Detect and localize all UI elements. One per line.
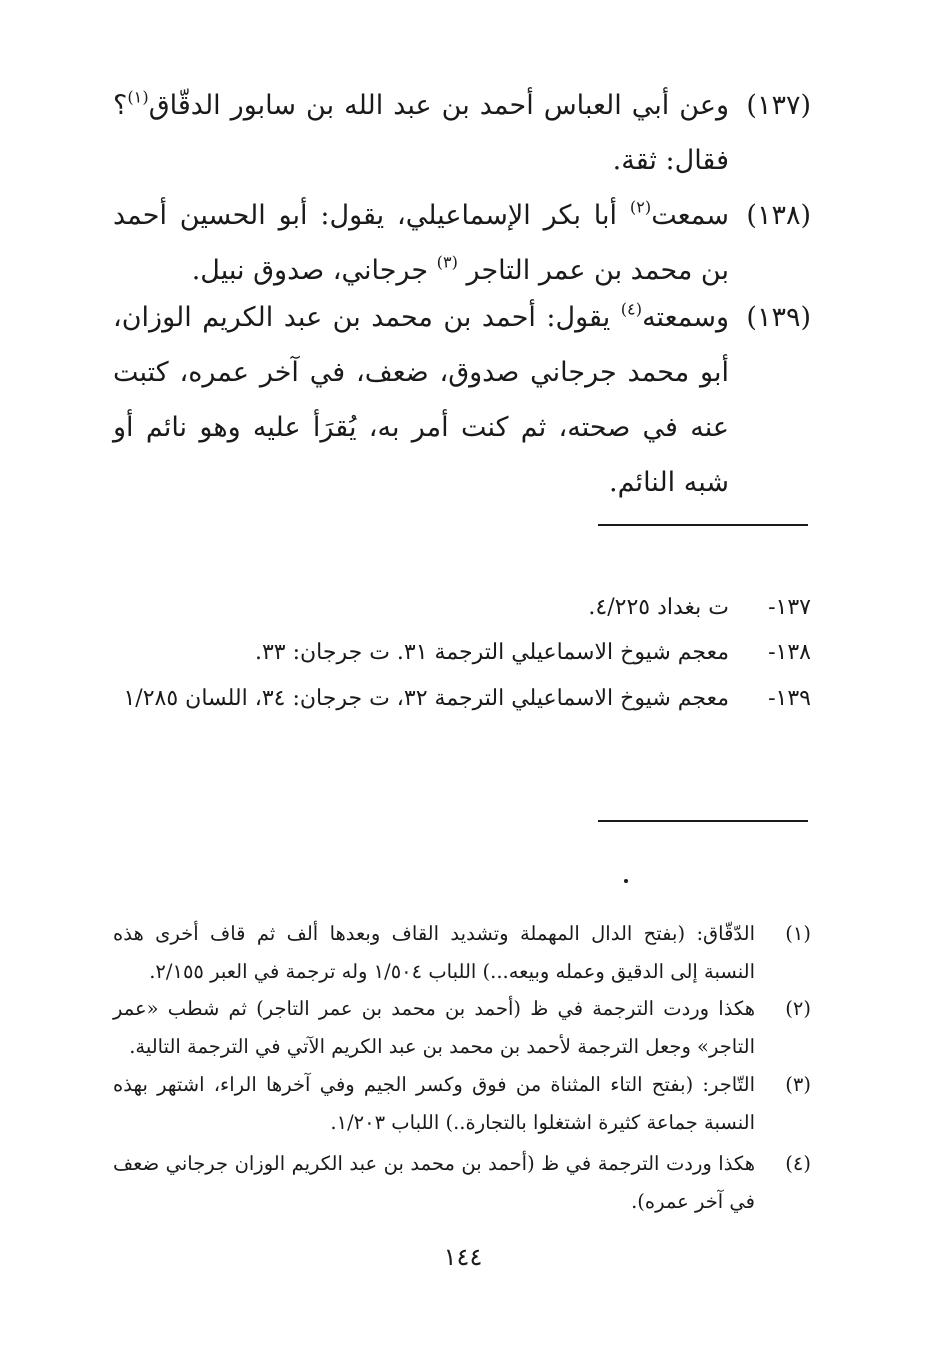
reference-text: ت بغداد ٤/٢٢٥. — [588, 595, 729, 620]
entry-text: سمعت$^{(٢)}$ أبا بكر الإسماعيلي، يقول: أبو الحسين أحمد بن محمد بن عمر التاجر $^{(٣)}$ جرجاني، صدوق نبيل. — [113, 197, 729, 286]
entry-138 — [113, 188, 811, 298]
reference-number: ١٣٨- — [768, 640, 811, 665]
footnote-number: (٤) — [785, 1152, 811, 1175]
footnote-number: (٣) — [785, 1073, 811, 1096]
section-divider — [598, 524, 808, 526]
reference-139 — [113, 676, 811, 768]
ink-speck — [624, 879, 628, 883]
footnote-3 — [113, 1066, 811, 1142]
footnote-text: هكذا وردت الترجمة في ظ (أحمد بن محمد بن عبد الكريم الوزان جرجاني ضعف في آخر عمره). — [113, 1152, 755, 1213]
footnote-number: (٢) — [785, 997, 811, 1020]
reference-number: ١٣٩- — [768, 686, 811, 711]
footnote-ref: (٣) — [436, 252, 458, 272]
footnote-1 — [113, 915, 811, 991]
footnote-ref: (٢) — [629, 197, 652, 217]
page-number: ١٤٤ — [443, 1243, 483, 1271]
entry-text: وسمعته$^{(٤)}$ يقول: أحمد بن محمد بن عبد الكريم الوزان، أبو محمد جرجاني صدوق، ضعف، في آخر عمره، كتبت عنه في صحته، ثم كنت أمر به، يُقرَأ عليه وهو نائم أو شبه النائم. — [113, 299, 729, 498]
reference-text: معجم شيوخ الاسماعيلي الترجمة ٣٢، ت جرجان: ٣٤، اللسان ١/٢٨٥ — [123, 686, 729, 711]
reference-text: معجم شيوخ الاسماعيلي الترجمة ٣١. ت جرجان: ٣٣. — [254, 640, 729, 665]
reference-number: ١٣٧- — [768, 595, 811, 620]
entry-137 — [113, 78, 811, 188]
footnote-text: التّاجر: (بفتح التاء المثناة من فوق وكسر الجيم وفي آخرها الراء، اشتهر بهذه النسبة جماعة كثيرة اشتغلوا بالتجارة..) اللباب ١/٢٠٣. — [113, 1073, 755, 1134]
footnote-text: هكذا وردت الترجمة في ظ (أحمد بن محمد بن عمر التاجر) ثم شطب «عمر التاجر» وجعل الترجمة لأحمد بن محمد بن عبد الكريم الآتي في الترجمة التالية. — [113, 997, 755, 1058]
entry-number: (١٣٨) — [746, 200, 811, 231]
footnote-ref: (٤) — [620, 299, 643, 319]
reference-137 — [113, 585, 811, 631]
footnote-divider — [598, 820, 808, 822]
footnote-number: (١) — [785, 922, 811, 945]
entry-number: (١٣٩) — [746, 302, 811, 333]
footnote-2 — [113, 990, 811, 1066]
reference-138 — [113, 630, 811, 676]
footnote-text: الدّقّاق: (بفتح الدال المهملة وتشديد القاف وبعدها ألف ثم قاف أخرى هذه النسبة إلى الدقيق وعمله وبيعه...) اللباب ١/٥٠٤ وله ترجمة في العبر ٢/١٥٥. — [113, 922, 755, 983]
entry-text: وعن أبي العباس أحمد بن عبد الله بن سابور الدقّاق$^{(١)}$؟ فقال: ثقة. — [113, 87, 729, 176]
footnote-4 — [113, 1145, 811, 1221]
footnote-ref: (١) — [127, 87, 149, 107]
entry-number: (١٣٧) — [746, 90, 811, 121]
entry-139 — [113, 290, 811, 510]
